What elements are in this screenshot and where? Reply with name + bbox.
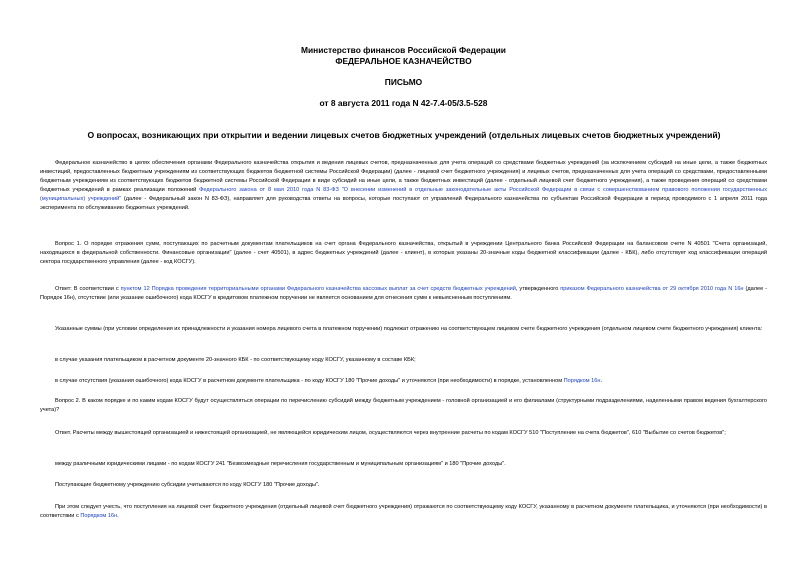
order-16n-link-2[interactable]: Порядком 16н xyxy=(563,378,601,384)
final-text-b: . xyxy=(117,513,119,520)
answer-1-text-c: (далее - Порядок 16н), отсутствие (или указание ошибочного) кода КОСГУ в кредитовом платежном поручении не является основанием для отнесения сумм к невыясненным поступлениям. xyxy=(40,286,768,302)
answer-1-text-b: , утвержденного xyxy=(515,286,561,292)
list-item-case-1: в случае указания плательщиком в расчетном документе 20-значного КБК - по соответствующему коду КОСГУ, указанному в составе КБК; xyxy=(55,357,416,363)
paragraph-sums: Указанные суммы (при условии определения их принадлежности и указания номера лицевого счета в платежном поручении) подлежат отражению на соответствующем лицевом счете бюджетного учреждения (отдельном лицевом счете бюджетного учреждения) клиента: xyxy=(55,326,763,332)
paragraph-answer-2: Ответ. Расчеты между вышестоящей организацией и нижестоящей организацией, не являющейся юридическим лицом, осуществляются через внутренние расчеты по кодам КОСГУ 510 "Поступление на счета бюджетов", 610 "Выбытие со счетов бюджетов"; xyxy=(55,430,726,436)
list-item-case-2 xyxy=(55,377,767,386)
order-16n-link-3[interactable]: Порядком 16н xyxy=(80,513,118,520)
paragraph-legal-entities: между различными юридическими лицами - по кодам КОСГУ 241 "Безвозмездные перечисления государственным и муниципальным организациям" и 180 "Прочие доходы". xyxy=(55,461,506,467)
document-date-number: от 8 августа 2011 года N 42-7.4-05/3.5-528 xyxy=(319,98,488,108)
final-text-a: При этом следует учесть, что поступления на лицевой счет бюджетного учреждения (отдельный лицевой счет бюджетного учреждения) отражаются по соответствующему коду КОСГУ, указанному в расчетном документе плательщика, и уточняются (при необходимости) в соответствии с xyxy=(40,504,767,520)
paragraph-answer-1 xyxy=(40,285,767,303)
case-2-text-b: . xyxy=(600,378,603,384)
paragraph-final xyxy=(40,503,767,521)
order-16n-link[interactable]: приказом Федерального казначейства от 29 октября 2010 года N 16н xyxy=(560,286,744,292)
intro-text-a: Федеральное казначейство в целях обеспечения органами Федерального казначейства открытия и ведения лицевых счетов, предназначенных для учета операций со средствами бюджетных учреждений (за исключением субсидий на иные цели, а также бюджетных инвестиций, предоставленных бюджетным учреждениям из соответствующих бюджетов бюджетной системы Российской Федерации) (далее - лицевой счет бюджетного учреждения) и лицевых счетов, предназначенных для учета операций со средствами, предоставленными бюджетным учреждениям из соответствующих бюджетов бюджетной системы Российской Федерации в виде субсидий на иные цели, а также бюджетных инвестиций (далее - отдельный лицевой счет бюджетного учреждения), а также проведения операций со средствами бюджетных учреждений в рамках реализации положений xyxy=(40,160,767,194)
ministry-name: Министерство финансов Российской Федерации xyxy=(301,45,506,55)
procedure-point-12-link[interactable]: пунктом 12 Порядка проведения территориальными органами Федерального казначейства кассовых выплат за счет средств бюджетных учреждений xyxy=(120,286,516,292)
document-title: О вопросах, возникающих при открытии и ведении лицевых счетов бюджетных учреждений (отдельных лицевых счетов бюджетных учреждений) xyxy=(87,130,721,140)
case-2-text-a: в случае отсутствия (указания ошибочного) кода КОСГУ в расчетном документе плательщика - по коду КОСГУ 180 "Прочие доходы" и уточняются (при необходимости) в порядке, установленном xyxy=(55,378,564,384)
federal-law-83fz-link[interactable]: Федерального закона от 8 мая 2010 года N 83-ФЗ "О внесении изменений в отдельные законодательные акты Российской Федерации в связи с совершенствованием правового положения государственных (муниципальных) учреждений" xyxy=(40,187,768,203)
agency-name: ФЕДЕРАЛЬНОЕ КАЗНАЧЕЙСТВО xyxy=(335,56,472,66)
intro-text-b: (далее - Федеральный закон N 83-ФЗ), направляет для руководства ответы на вопросы, которые поступают от управлений Федерального казначейства по субъектам Российской Федерации в период проводимого с 1 апреля 2011 года эксперимента по обслуживанию бюджетных учреждений. xyxy=(40,196,767,212)
document-type: ПИСЬМО xyxy=(384,77,423,87)
paragraph-question-2: Вопрос 2. В каком порядке и по каким кодам КОСГУ будут осуществляться операции по перечислению субсидий между бюджетным учреждением - головной организацией и его филиалами (структурными подразделениями, наделенными правом ведения бухгалтерского учета)? xyxy=(40,398,767,414)
answer-1-text-a: Ответ: В соответствии с xyxy=(55,286,121,292)
paragraph-subsidies-received: Поступающие бюджетному учреждению субсидии учитываются по коду КОСГУ 180 "Прочие доходы". xyxy=(55,482,320,488)
paragraph-intro xyxy=(40,159,767,213)
paragraph-question-1: Вопрос 1. О порядке отражения сумм, поступающих по расчетным документам плательщиков на счет органа Федерального казначейства, открытый в учреждении Центрального банка Российской Федерации на балансовом счете N 40501 "Счета организаций, находящихся в федеральной собственности. Финансовые организации" (далее - счет 40501), в адрес бюджетных учреждений (далее - клиент), в которых указаны 20-значные коды бюджетной классификации (далее - КБК), либо отсутствует код классификации операций сектора государственного управления (далее - код КОСГУ). xyxy=(40,241,767,266)
